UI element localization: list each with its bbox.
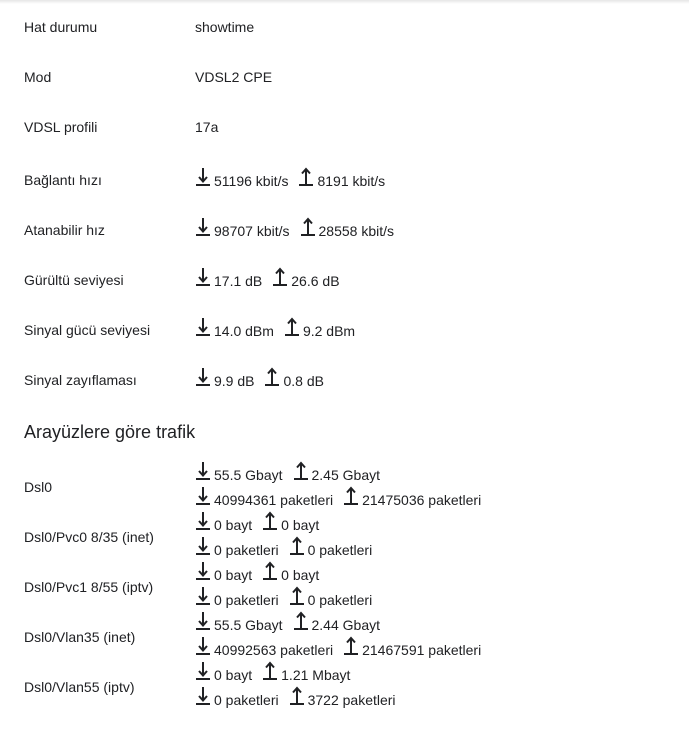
bytes-down: 0 bayt xyxy=(214,567,253,583)
download-value: 51196 kbit/s xyxy=(214,173,289,189)
traffic-row xyxy=(24,562,689,612)
upload-arrow-icon xyxy=(300,217,316,237)
download-arrow-icon xyxy=(195,661,211,681)
download-arrow-icon xyxy=(195,511,211,531)
interface-label: Dsl0/Vlan55 (iptv) xyxy=(24,679,135,695)
status-row-mod xyxy=(24,65,689,89)
upload-arrow-icon xyxy=(293,611,309,631)
upload-arrow-icon xyxy=(343,636,359,656)
packets-up: 21467591 paketleri xyxy=(362,642,482,658)
status-row-sinyal-gucu xyxy=(24,318,689,342)
upload-arrow-icon xyxy=(264,367,280,387)
status-label: Sinyal zayıflaması xyxy=(24,372,137,388)
bytes-down: 55.5 Gbayt xyxy=(214,617,283,633)
download-arrow-icon xyxy=(195,486,211,506)
status-value: VDSL2 CPE xyxy=(195,69,273,85)
upload-arrow-icon xyxy=(289,686,305,706)
status-value: showtime xyxy=(195,19,255,35)
traffic-row xyxy=(24,612,689,662)
download-arrow-icon xyxy=(195,217,211,237)
packets-down: 40994361 paketleri xyxy=(214,492,334,508)
upload-value: 0.8 dB xyxy=(283,373,324,389)
traffic-section-title: Arayüzlere göre trafik xyxy=(24,422,196,442)
packets-down: 0 paketleri xyxy=(214,692,279,708)
packets-up: 21475036 paketleri xyxy=(362,492,482,508)
status-label: Gürültü seviyesi xyxy=(24,272,124,288)
upload-arrow-icon xyxy=(343,486,359,506)
bytes-up: 1.21 Mbayt xyxy=(281,667,351,683)
upload-value: 8191 kbit/s xyxy=(317,173,386,189)
upload-value: 26.6 dB xyxy=(291,273,340,289)
upload-arrow-icon xyxy=(289,586,305,606)
header-shadow xyxy=(0,0,689,4)
upload-arrow-icon xyxy=(293,461,309,481)
download-arrow-icon xyxy=(195,586,211,606)
status-value: 17a xyxy=(195,119,219,135)
upload-arrow-icon xyxy=(298,167,314,187)
status-label: Atanabilir hız xyxy=(24,222,105,238)
download-arrow-icon xyxy=(195,367,211,387)
download-arrow-icon xyxy=(195,317,211,337)
packets-down: 0 paketleri xyxy=(214,542,279,558)
packets-down: 40992563 paketleri xyxy=(214,642,334,658)
upload-arrow-icon xyxy=(284,317,300,337)
download-arrow-icon xyxy=(195,167,211,187)
download-arrow-icon xyxy=(195,686,211,706)
status-label: Hat durumu xyxy=(24,19,98,35)
bytes-up: 0 bayt xyxy=(281,567,320,583)
interface-label: Dsl0/Vlan35 (inet) xyxy=(24,629,136,645)
download-value: 98707 kbit/s xyxy=(214,223,290,239)
packets-up: 0 paketleri xyxy=(307,542,373,558)
status-row-atanabilir-hiz xyxy=(24,218,689,242)
bytes-up: 0 bayt xyxy=(281,517,320,533)
traffic-row xyxy=(24,512,689,562)
download-arrow-icon xyxy=(195,536,211,556)
bytes-down: 0 bayt xyxy=(214,517,253,533)
status-row-sinyal-zayiflamasi xyxy=(24,368,689,392)
download-arrow-icon xyxy=(195,611,211,631)
status-row-hat-durumu xyxy=(24,15,689,39)
interface-label: Dsl0/Pvc0 8/35 (inet) xyxy=(24,529,154,545)
upload-arrow-icon xyxy=(262,661,278,681)
download-arrow-icon xyxy=(195,561,211,581)
download-value: 17.1 dB xyxy=(214,273,263,289)
status-row-vdsl-profili xyxy=(24,115,689,139)
packets-up: 0 paketleri xyxy=(307,592,373,608)
packets-down: 0 paketleri xyxy=(214,592,279,608)
upload-value: 28558 kbit/s xyxy=(318,223,394,239)
status-label: Bağlantı hızı xyxy=(24,172,102,188)
status-label: Mod xyxy=(24,69,52,85)
traffic-row xyxy=(24,662,689,712)
status-row-gurultu-seviyesi xyxy=(24,268,689,292)
upload-arrow-icon xyxy=(289,536,305,556)
bytes-up: 2.45 Gbayt xyxy=(311,467,380,483)
upload-arrow-icon xyxy=(262,511,278,531)
interface-label: Dsl0 xyxy=(24,479,53,495)
download-arrow-icon xyxy=(195,636,211,656)
packets-up: 3722 paketleri xyxy=(307,692,396,708)
upload-arrow-icon xyxy=(272,267,288,287)
status-label: VDSL profili xyxy=(24,119,98,135)
upload-arrow-icon xyxy=(262,561,278,581)
traffic-row xyxy=(24,462,689,512)
download-value: 9.9 dB xyxy=(214,373,255,389)
status-label: Sinyal gücü seviyesi xyxy=(24,322,151,338)
bytes-down: 0 bayt xyxy=(214,667,253,683)
interface-label: Dsl0/Pvc1 8/55 (iptv) xyxy=(24,579,154,595)
upload-value: 9.2 dBm xyxy=(302,323,356,339)
download-value: 14.0 dBm xyxy=(214,323,274,339)
bytes-up: 2.44 Gbayt xyxy=(311,617,380,633)
status-row-baglanti-hizi xyxy=(24,168,689,192)
download-arrow-icon xyxy=(195,461,211,481)
download-arrow-icon xyxy=(195,267,211,287)
bytes-down: 55.5 Gbayt xyxy=(214,467,283,483)
